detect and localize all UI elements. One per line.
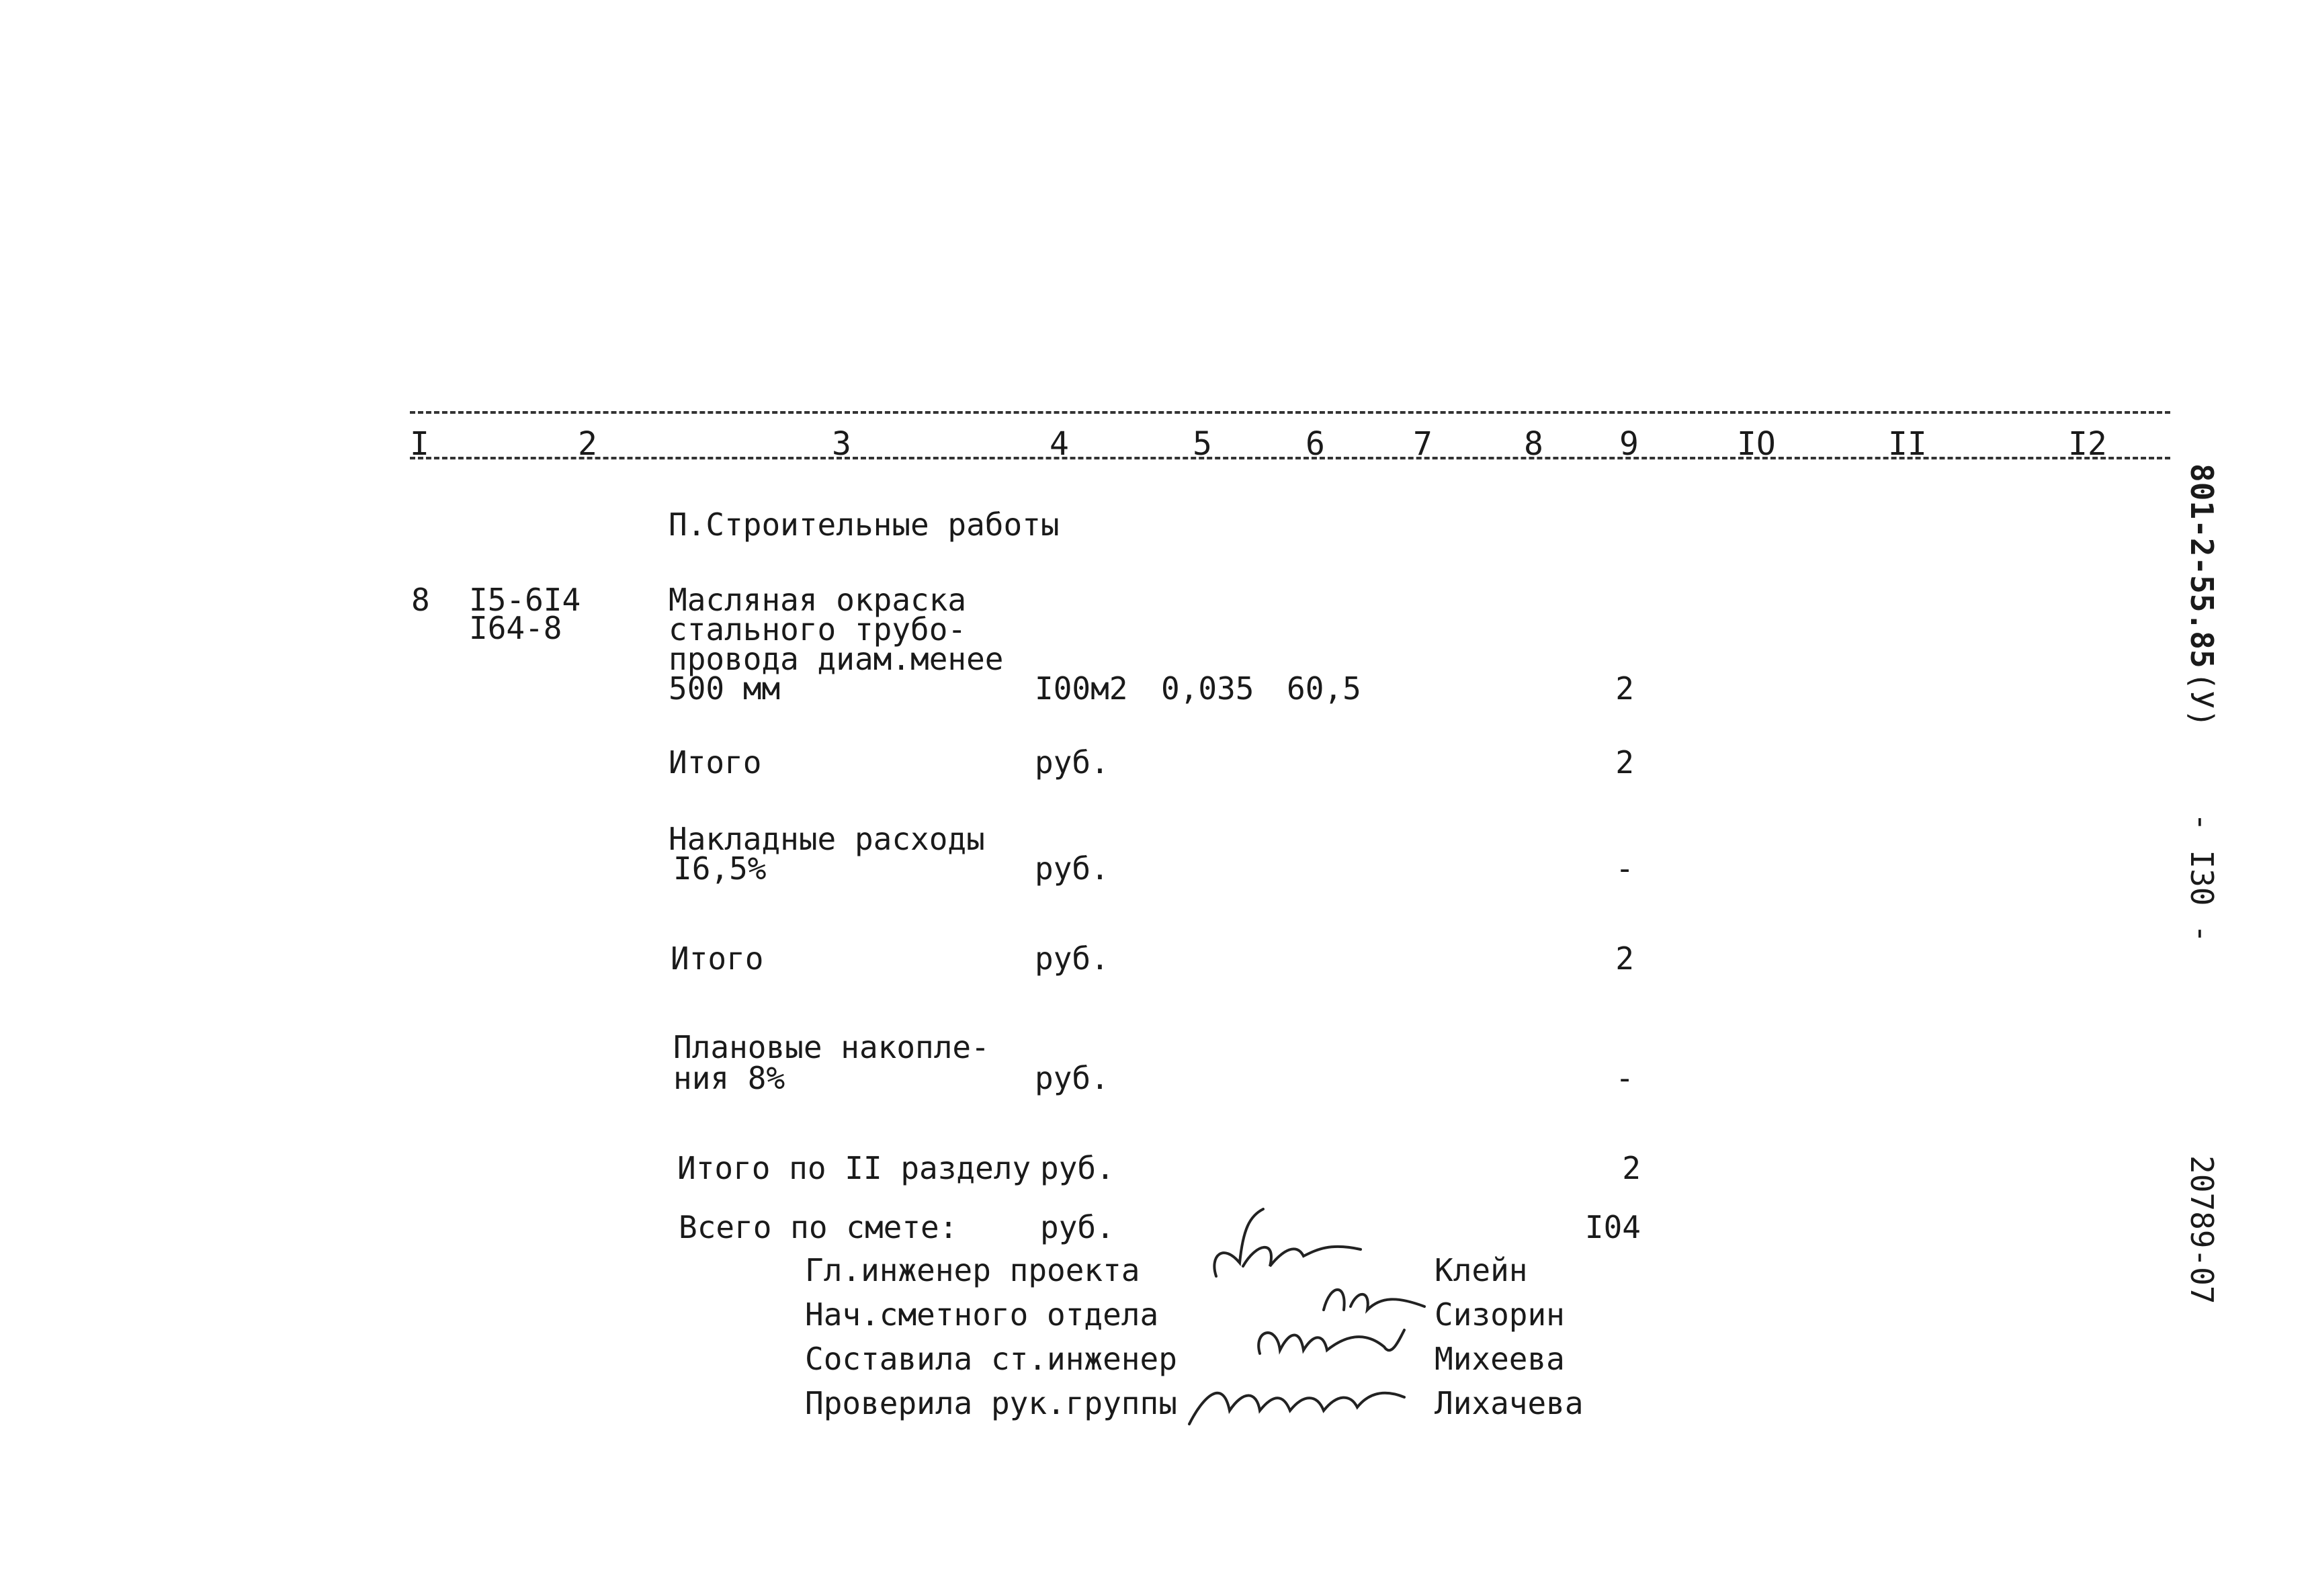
column-number: II xyxy=(1888,425,1927,463)
document-code: 801-2-55.85 xyxy=(2184,463,2220,668)
row-value: - xyxy=(1615,1060,1634,1096)
item-total: 2 xyxy=(1615,670,1634,707)
item-code: I5-6I4 xyxy=(469,582,581,618)
row-label: Итого xyxy=(671,940,764,977)
row-label: Плановые накопле- xyxy=(673,1029,990,1065)
item-description: 500 мм xyxy=(669,670,781,707)
item-description: Масляная окраска xyxy=(669,582,967,618)
inventory-number: 20789-07 xyxy=(2184,1155,2220,1304)
handwritten-signature xyxy=(1250,1317,1411,1370)
row-label-sub: I6,5% xyxy=(673,850,767,887)
column-number: I xyxy=(410,425,429,463)
page-number: - I30 - xyxy=(2184,813,2220,943)
row-value: - xyxy=(1615,850,1634,887)
signature-name: Клейн xyxy=(1435,1252,1528,1288)
item-number: 8 xyxy=(411,582,430,618)
row-value: 2 xyxy=(1615,940,1634,977)
column-number: 4 xyxy=(1050,425,1069,463)
item-unit: I00м2 xyxy=(1035,670,1128,707)
item-description: стального трубо- xyxy=(669,611,967,648)
column-number: 8 xyxy=(1524,425,1543,463)
item-description: провода диам.менее xyxy=(669,641,1004,677)
section-title: П.Строительные работы xyxy=(669,506,1060,543)
column-number: 5 xyxy=(1193,425,1212,463)
column-number: 9 xyxy=(1619,425,1639,463)
handwritten-signature xyxy=(1183,1370,1411,1431)
row-label: Всего по смете: xyxy=(679,1209,958,1245)
row-label-sub: ния 8% xyxy=(673,1060,785,1096)
row-unit: руб. xyxy=(1040,1209,1115,1245)
signature-role: Проверила рук.группы xyxy=(805,1385,1177,1421)
item-price: 60,5 xyxy=(1287,670,1361,707)
document-code-suffix: (У) xyxy=(2184,672,2220,728)
row-label: Накладные расходы xyxy=(669,821,985,857)
row-unit: руб. xyxy=(1040,1150,1115,1186)
column-number: I2 xyxy=(2068,425,2107,463)
row-label: Итого по II разделу xyxy=(677,1150,1031,1186)
signature-name: Сизорин xyxy=(1435,1296,1565,1333)
signature-role: Нач.сметного отдела xyxy=(805,1296,1159,1333)
column-number: 7 xyxy=(1413,425,1433,463)
column-number: 2 xyxy=(578,425,597,463)
row-value: I04 xyxy=(1584,1209,1641,1245)
header-top-rule xyxy=(410,411,2170,414)
signature-role: Составила ст.инженер xyxy=(805,1341,1177,1377)
item-code: I64-8 xyxy=(469,610,562,646)
column-number: 3 xyxy=(832,425,851,463)
row-unit: руб. xyxy=(1035,1060,1109,1096)
row-unit: руб. xyxy=(1035,744,1109,781)
row-value: 2 xyxy=(1615,744,1634,781)
signature-name: Лихачева xyxy=(1435,1385,1584,1421)
signature-role: Гл.инженер проекта xyxy=(805,1252,1140,1288)
row-unit: руб. xyxy=(1035,850,1109,887)
row-unit: руб. xyxy=(1035,940,1109,977)
column-number: 6 xyxy=(1306,425,1325,463)
row-label: Итого xyxy=(669,744,762,781)
signature-name: Михеева xyxy=(1435,1341,1565,1377)
row-value: 2 xyxy=(1622,1150,1641,1186)
column-number: IO xyxy=(1737,425,1776,463)
item-quantity: 0,035 xyxy=(1161,670,1254,707)
